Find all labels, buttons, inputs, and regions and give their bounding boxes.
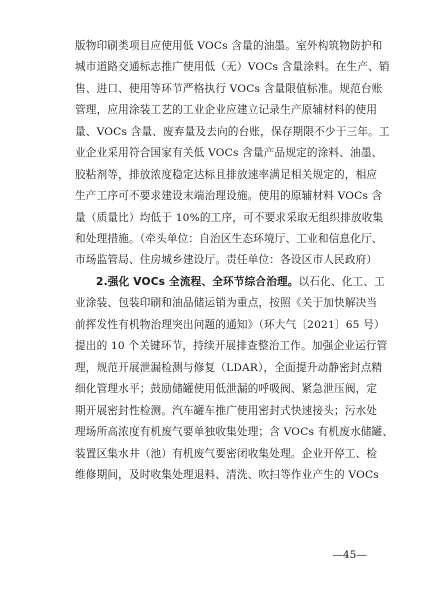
text-line: 胶粘剂等，排放浓度稳定达标且排放速率满足相关规定的，相应 — [75, 168, 378, 181]
section-heading-rest: 以石化、化工、工 — [298, 276, 385, 288]
text-line: 期开展密封性检测。汽车罐车推广使用密封式快速接头；污水处 — [75, 404, 378, 417]
paragraph-1 — [75, 36, 390, 272]
section-heading-line — [75, 272, 385, 293]
text-line: 理，规范开展泄漏检测与修复（LDAR），全面提升动静密封点精 — [75, 361, 383, 374]
text-line: 售、进口、使用等环节严格执行 VOCs 含量限值标准。规范台账 — [75, 82, 383, 95]
text-line: 业企业采用符合国家有关低 VOCs 含量产品规定的涂料、油墨、 — [75, 147, 383, 160]
text-line: 版物印刷类项目应使用低 VOCs 含量的油墨。室外构筑物防护和 — [75, 40, 383, 52]
paragraph-2 — [75, 272, 394, 486]
section-heading: 2.强化 VOCs 全流程、全环节综合治理。 — [96, 276, 299, 288]
page-number: —45— — [332, 549, 367, 561]
text-line: 市场监管局、住房城乡建设厅。责任单位：各设区市人民政府） — [75, 254, 378, 267]
text-line: 城市道路交通标志推广使用低（无）VOCs 含量涂料。在生产、销 — [75, 61, 390, 74]
text-line: 细化管理水平；鼓励储罐使用低泄漏的呼吸阀、紧急泄压阀，定 — [75, 383, 378, 396]
text-line: 提出的 10 个关键环节，持续开展排查整治工作。加强企业运行管 — [75, 340, 388, 353]
text-line: 量、VOCs 含量、废弃量及去向的台账，保存期限不少于三年。工 — [75, 125, 390, 138]
text-line: 维修期间，及时收集处理退料、清洗、吹扫等作业产生的 VOCs — [75, 468, 379, 481]
text-line: 理场所高浓度有机废气要单独收集处理；含 VOCs 有机废水储罐、 — [75, 426, 394, 439]
text-line: 业涂装、包装印刷和油品储运销为重点，按照《关于加快解决当 — [75, 297, 378, 310]
text-line: 生产工序可不要求建设末端治理设施。使用的原辅材料 VOCs 含 — [75, 190, 383, 203]
text-line: 前挥发性有机物治理突出问题的通知》（环大气〔2021〕65 号） — [75, 318, 385, 331]
text-line: 管理，应用涂装工艺的工业企业应建立记录生产原辅材料的使用 — [75, 104, 378, 117]
text-line: 装置区集水井（池）有机废气要密闭收集处理。企业开停工、检 — [75, 447, 378, 460]
text-line: 和处理措施。（牵头单位：自治区生态环境厅、工业和信息化厅、 — [75, 232, 383, 245]
text-line: 量（质量比）均低于 10%的工序，可不要求采取无组织排放收集 — [75, 211, 384, 224]
